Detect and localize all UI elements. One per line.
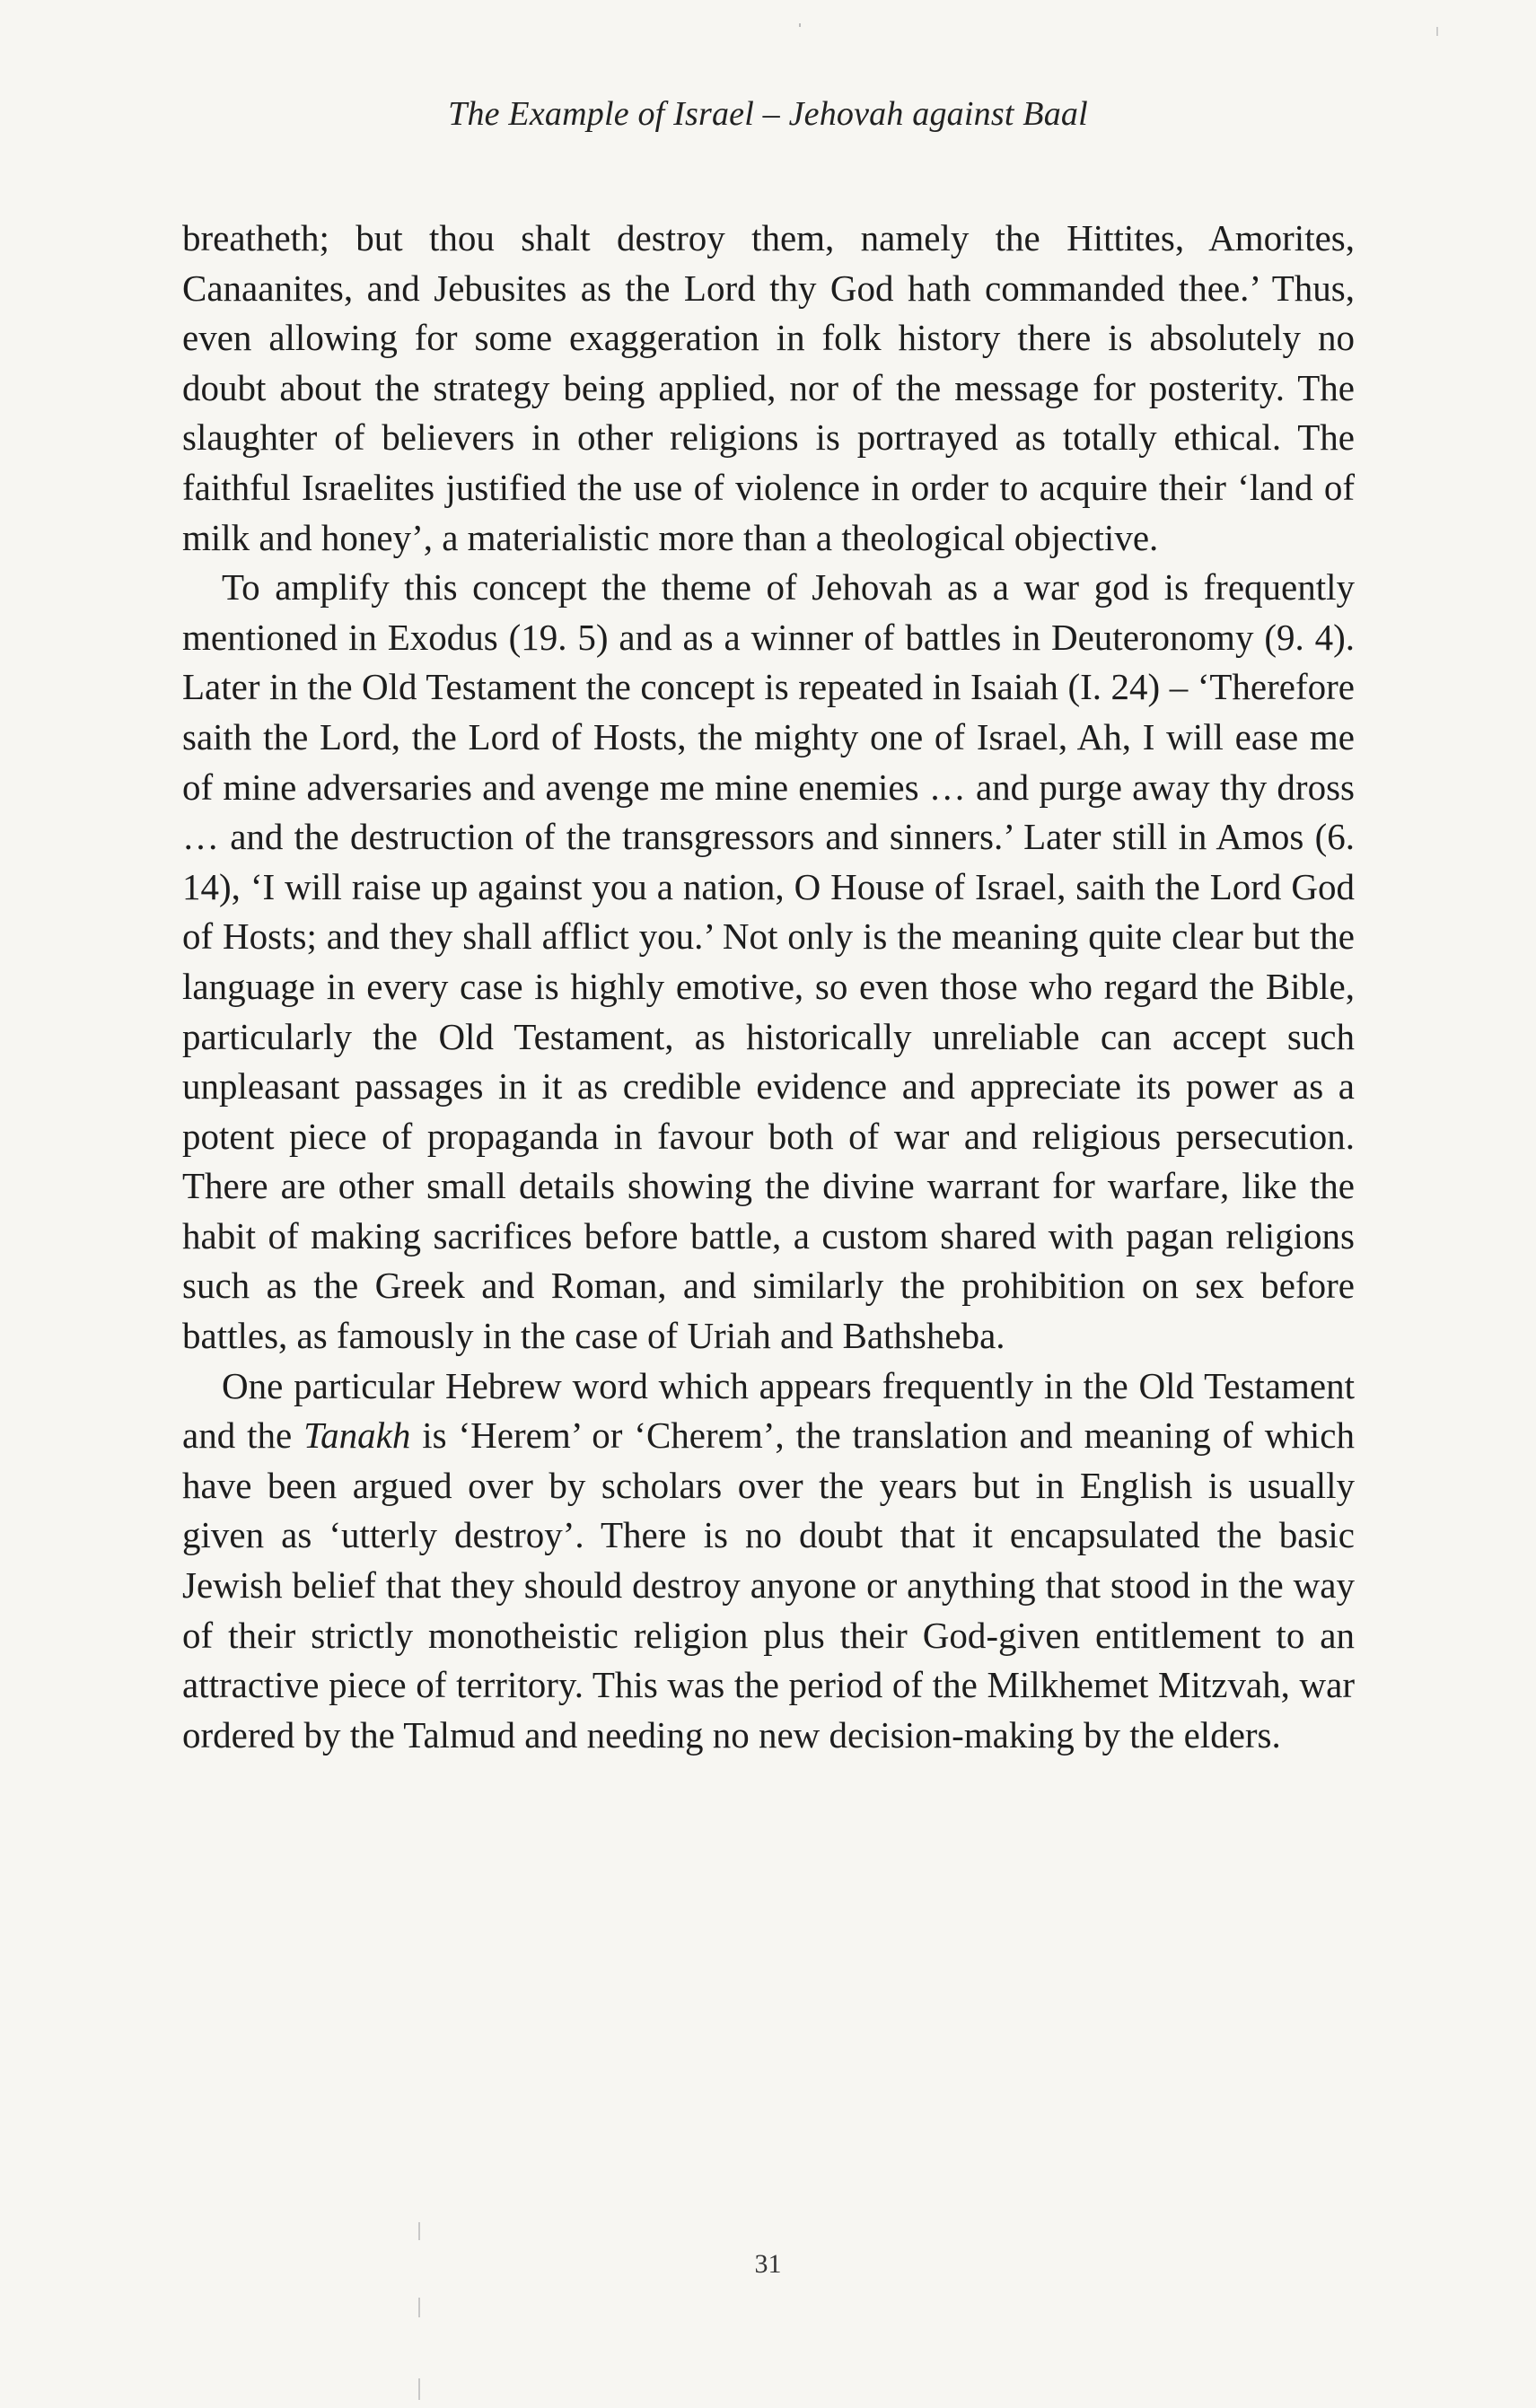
paragraph-2: To amplify this concept the theme of Jehovah as a war god is frequently mentioned in Exodus (19. 5) and as a winner of battles in Deuteronomy (9. 4). Later in the Old Testament the concept is repeated in Isaiah (I. 24) – ‘Therefore saith the Lord, the Lord of Hosts, the mighty one of Israel, Ah, I will ease me of mine adversaries and avenge me mine enemies … and purge away thy dross … and the destruction of the transgressors and sinners.’ Later still in Amos (6. 14), ‘I will raise up against you a nation, O House of Israel, saith the Lord God of Hosts; and they shall afflict you.’ Not only is the meaning quite clear but the language in every case is highly emotive, so even those who regard the Bible, particularly the Old Testament, as historically unreliable can accept such unpleasant passages in it as credible evidence and appreciate its power as a potent piece of propaganda in favour both of war and religious persecution. There are other small details showing the divine warrant for warfare, like the habit of making sacrifices before battle, a custom shared with pagan religions such as the Greek and Roman, and similarly the prohibition on sex before battles, as famously in the case of Uriah and Bathsheba. — [182, 566, 1355, 1357]
paragraph-3-text-end: is ‘Herem’ or ‘Cherem’, the translation and meaning of which have been argued over by scholars over the years but in English is usually given as ‘utterly destroy’. There is no doubt that it encapsulated the basic Jewish belief that they should destroy anyone or anything that stood in the way of their strictly monotheistic religion plus their God-given entitlement to an attractive piece of territory. This was the period of the Milkhemet Mitzvah, war ordered by the Talmud and needing no new decision-making by the elders. — [182, 1414, 1355, 1756]
body-text — [182, 214, 1355, 1760]
paragraph-3-text-start: One particular Hebrew word which appears frequently in the Old Testament and the — [182, 1364, 1355, 1457]
page-number: 31 — [754, 2249, 782, 2279]
running-head: The Example of Israel – Jehovah against Baal — [448, 95, 1088, 133]
paragraph-3 — [182, 1362, 1355, 1761]
paragraph-1: breatheth; but thou shalt destroy them, namely the Hittites, Amorites, Canaanites, and Jebusites as the Lord thy God hath commanded thee.’ Thus, even allowing for some exaggeration in folk history there is absolutely no doubt about the strategy being applied, nor of the message for posterity. The slaughter of believers in other religions is portrayed as totally ethical. The faithful Israelites justified the use of violence in order to acquire their ‘land of milk and honey’, a materialistic more than a theological objective. — [182, 217, 1355, 558]
tanakh-italic: Tanakh — [303, 1414, 411, 1457]
